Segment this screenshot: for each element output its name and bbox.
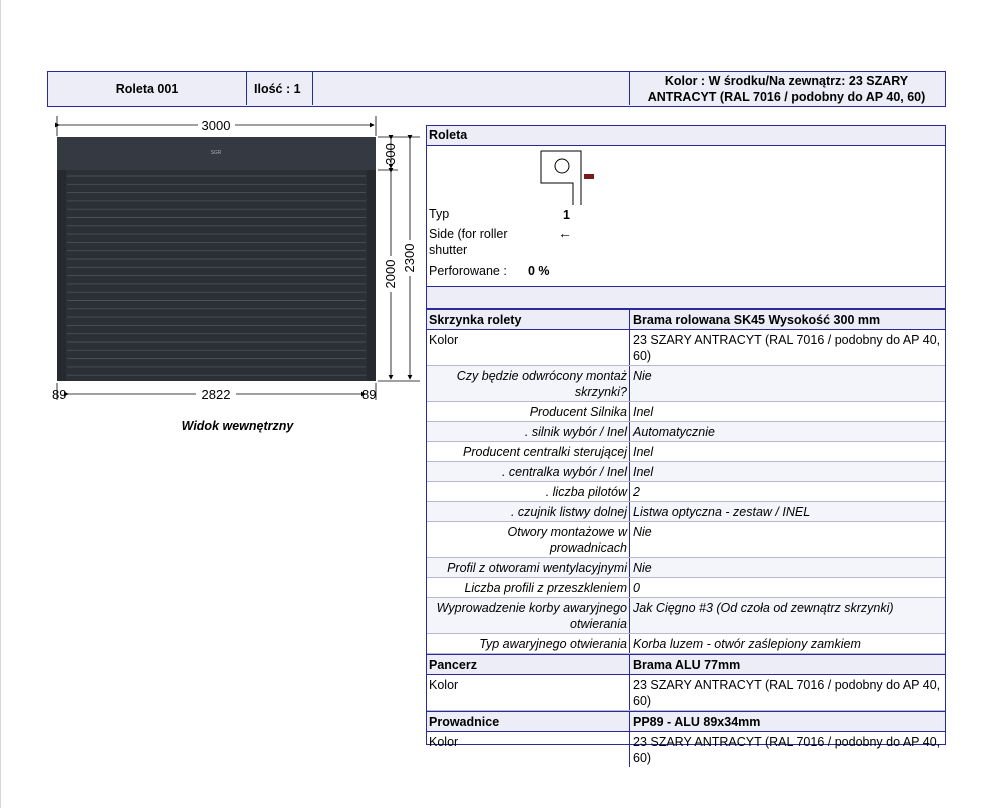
- option-value: Inel: [633, 465, 654, 479]
- option-value: Automatycznie: [633, 425, 715, 439]
- option-row: [427, 402, 945, 422]
- option-value: Nie: [633, 525, 652, 539]
- page-edge: [0, 0, 1, 808]
- roleta-title: Roleta: [429, 128, 468, 142]
- pancerz-section-row: [427, 654, 945, 675]
- pancerz-color-value: 23 SZARY ANTRACYT (RAL 7016 / podobny do AP 40, 60): [633, 678, 941, 708]
- perforation-value: 0 %: [528, 264, 550, 278]
- prowadnice-color-value: 23 SZARY ANTRACYT (RAL 7016 / podobny do AP 40, 60): [633, 735, 941, 765]
- option-label: Liczba profili z przeszkleniem: [427, 578, 630, 597]
- prowadnice-color-label: Kolor: [427, 732, 630, 767]
- perforation-label: Perforowane :: [429, 264, 507, 278]
- box-height: 300: [383, 143, 398, 165]
- prowadnice-value: PP89 - ALU 89x34mm: [633, 715, 761, 729]
- prowadnice-section-row: [427, 711, 945, 732]
- header-color: Kolor : W środku/Na zewnątrz: 23 SZARY ANTRACYT (RAL 7016 / podobny do AP 40, 60): [647, 73, 926, 104]
- option-row: [427, 502, 945, 522]
- option-label: Typ awaryjnego otwierania: [427, 634, 630, 653]
- box-label: SGR: [210, 150, 222, 156]
- option-value: Jak Cięgno #3 (Od czoła od zewnątrz skrzynki): [633, 601, 894, 615]
- option-row: [427, 558, 945, 578]
- option-label: . liczba pilotów: [427, 482, 630, 501]
- option-row: [427, 522, 945, 558]
- option-label: Czy będzie odwrócony montaż skrzynki?: [427, 366, 630, 401]
- quantity: Ilość : 1: [246, 72, 313, 105]
- option-value: 2: [633, 485, 640, 499]
- option-value: Nie: [633, 369, 652, 383]
- option-row: [427, 462, 945, 482]
- option-value: Inel: [633, 405, 654, 419]
- typ-value: 1: [563, 208, 570, 222]
- skrzynka-section-row: [427, 309, 945, 330]
- product-name: Roleta 001: [48, 72, 247, 105]
- option-row: [427, 366, 945, 402]
- spec-rows: [427, 309, 945, 767]
- option-label: Wyprowadzenie korby awaryjnego otwierania: [427, 598, 630, 633]
- roleta-section-header: [427, 126, 945, 146]
- option-value: 0: [633, 581, 640, 595]
- header-empty-cell: [313, 72, 630, 105]
- option-row: [427, 598, 945, 634]
- clear-width: 2822: [201, 387, 231, 402]
- skrzynka-label: Skrzynka rolety: [427, 310, 630, 329]
- option-row: [427, 442, 945, 462]
- view-caption: Widok wewnętrzny: [181, 419, 294, 433]
- option-label: Producent centralki sterującej: [427, 442, 630, 461]
- option-row: [427, 578, 945, 598]
- pancerz-label: Pancerz: [427, 655, 630, 674]
- option-row: [427, 422, 945, 442]
- skrzynka-color-label: Kolor: [427, 330, 630, 365]
- shutter-drawing: [48, 114, 428, 404]
- pancerz-value: Brama ALU 77mm: [633, 658, 741, 672]
- left-guide-rail: [57, 170, 66, 381]
- option-label: Profil z otworami wentylacyjnymi: [427, 558, 630, 577]
- curtain-height: 2000: [383, 259, 398, 289]
- skrzynka-color-row: [427, 330, 945, 366]
- pancerz-color-row: [427, 675, 945, 711]
- option-label: Otwory montażowe w prowadnicach: [427, 522, 630, 557]
- right-rail-width: 89: [362, 387, 377, 402]
- skrzynka-color-value: 23 SZARY ANTRACYT (RAL 7016 / podobny do AP 40, 60): [633, 333, 941, 363]
- side-label: Side (for roller shutter: [429, 227, 508, 257]
- option-row: [427, 482, 945, 502]
- option-row: [427, 634, 945, 654]
- side-mounting-icon: [537, 149, 597, 209]
- option-value: Listwa optyczna - zestaw / INEL: [633, 505, 811, 519]
- option-label: Producent Silnika: [427, 402, 630, 421]
- pancerz-color-label: Kolor: [427, 675, 630, 710]
- width-total: 3000: [201, 118, 231, 133]
- spacer-band: [427, 286, 945, 309]
- total-height: 2300: [402, 243, 417, 273]
- option-value: Korba luzem - otwór zaślepiony zamkiem: [633, 637, 861, 651]
- right-guide-rail: [367, 170, 376, 381]
- prowadnice-label: Prowadnice: [427, 712, 630, 731]
- option-label: . silnik wybór / Inel: [427, 422, 630, 441]
- order-header: [47, 71, 946, 107]
- typ-label: Typ: [429, 207, 450, 221]
- spec-panel: [426, 125, 946, 765]
- prowadnice-color-row: [427, 732, 945, 767]
- skrzynka-value: Brama rolowana SK45 Wysokość 300 mm: [633, 313, 881, 327]
- left-rail-width: 89: [52, 387, 67, 402]
- option-label: . centralka wybór / Inel: [427, 462, 630, 481]
- option-value: Inel: [633, 445, 654, 459]
- side-arrow-icon: ←: [558, 225, 572, 241]
- option-label: . czujnik listwy dolnej: [427, 502, 630, 521]
- option-value: Nie: [633, 561, 652, 575]
